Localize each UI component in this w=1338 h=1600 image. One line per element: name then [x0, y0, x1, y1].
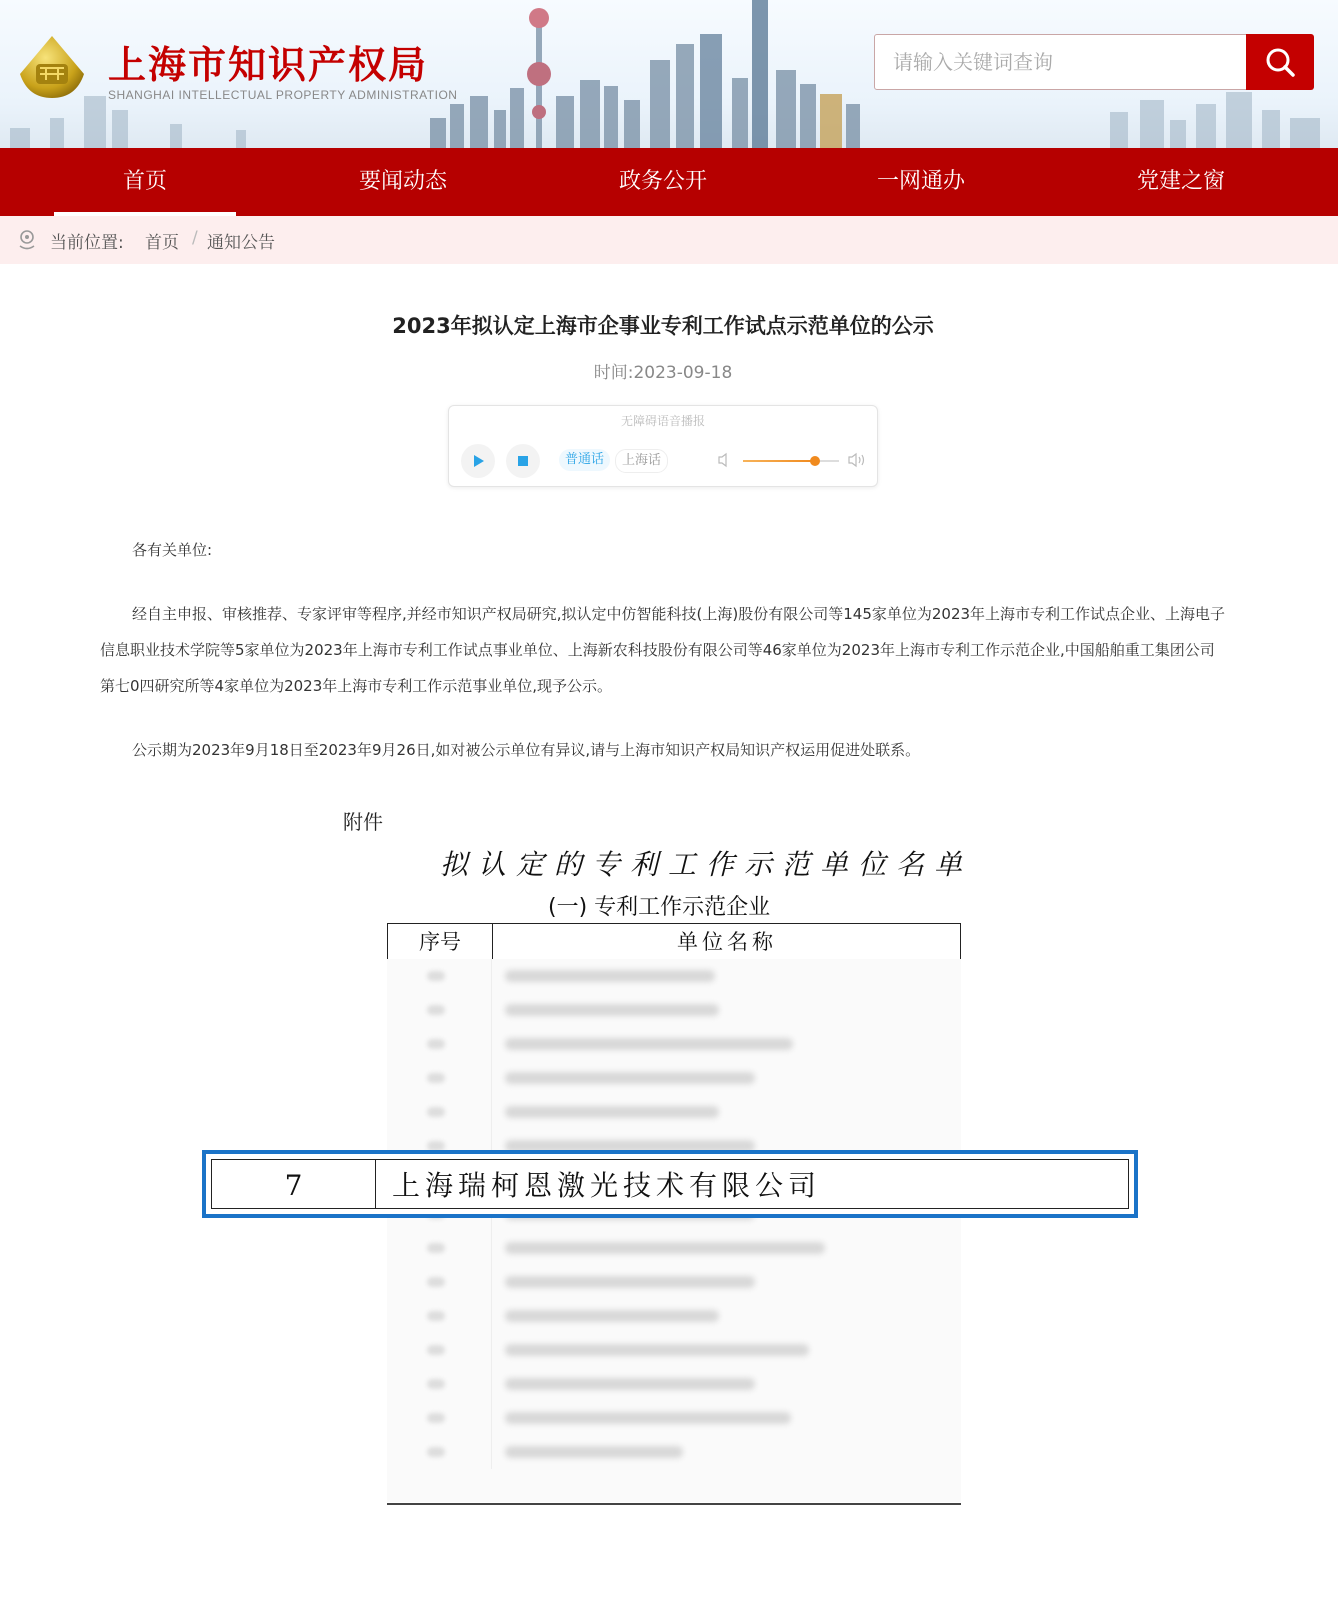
volume-high-icon [847, 452, 867, 468]
breadcrumb-home-link[interactable]: 首页 [145, 233, 179, 253]
table-row [387, 1367, 961, 1401]
attachment-table-header [387, 923, 961, 962]
main-nav [0, 148, 1338, 216]
voice-broadcast-player [448, 405, 878, 487]
body-paragraph-2: 公示期为2023年9月18日至2023年9月26日,如对被公示单位有异议,请与上海市知识产权局知识产权运用促进处联系。 [132, 741, 921, 759]
table-row [387, 1027, 961, 1061]
play-button[interactable] [461, 444, 495, 478]
table-row [387, 959, 961, 993]
body-paragraph-1: 经自主申报、审核推荐、专家评审等程序,并经市知识产权局研究,拟认定中仿智能科技(上海)股份有限公司等145家单位为2023年上海市专利工作试点企业、上海电子信息职业技术学院等5家单位为2023年上海市专利工作试点事业单位、上海新农科技股份有限公司等46家单位为2023年上海市专利工作示范企业,中国船舶重工集团公司第七0四研究所等4家单位为2023年上海市专利工作示范事业单位,现予公示。 [100, 605, 1226, 695]
attachment-label: 附件 [343, 810, 383, 834]
table-row [387, 1265, 961, 1299]
nav-item-news[interactable]: 要闻动态 [358, 169, 447, 194]
volume-slider-fill [743, 460, 815, 462]
search-box [874, 34, 1247, 90]
volume-slider-knob[interactable] [810, 456, 820, 466]
search-input[interactable] [875, 35, 1246, 89]
volume-low-icon [717, 452, 731, 468]
table-row [387, 1061, 961, 1095]
breadcrumb-separator: / [192, 228, 198, 248]
attachment-section-title: (一) 专利工作示范企业 [548, 895, 771, 920]
breadcrumb-notices-link[interactable]: 通知公告 [207, 233, 275, 253]
table-row [387, 1231, 961, 1265]
table-row [387, 1095, 961, 1129]
breadcrumb [0, 216, 1338, 264]
stop-icon [517, 455, 529, 467]
highlighted-row-company-name: 上海瑞柯恩激光技术有限公司 [392, 1169, 822, 1202]
table-row [387, 1299, 961, 1333]
stop-button[interactable] [506, 444, 540, 478]
nav-item-party-building[interactable]: 党建之窗 [1136, 169, 1225, 194]
blurred-table-rows [387, 959, 961, 1502]
nav-item-home[interactable]: 首页 [54, 148, 236, 216]
article-date: 时间:2023-09-18 [593, 363, 733, 383]
site-subtitle: SHANGHAI INTELLECTUAL PROPERTY ADMINISTRATION [108, 88, 458, 102]
site-header [0, 0, 1338, 148]
column-header-name: 单位名称 [677, 930, 777, 954]
article-title: 2023年拟认定上海市企事业专利工作试点示范单位的公示 [392, 314, 934, 338]
highlighted-row-number: 7 [212, 1160, 376, 1208]
greeting-paragraph: 各有关单位: [132, 541, 213, 559]
volume-slider[interactable] [743, 460, 839, 462]
table-bottom-border [387, 1503, 961, 1505]
table-row [387, 1401, 961, 1435]
table-row [387, 1435, 961, 1469]
attachment-title: 拟认定的专利工作示范单位名单 [440, 848, 973, 881]
site-logo-emblem [16, 34, 88, 100]
lang-shanghainese-button[interactable]: 上海话 [615, 449, 668, 473]
column-header-no: 序号 [388, 924, 493, 960]
site-title: 上海市知识产权局 [108, 43, 429, 87]
search-icon [1264, 46, 1296, 78]
location-icon [16, 229, 38, 251]
search-button[interactable] [1246, 34, 1314, 90]
highlighted-table-row [202, 1150, 1138, 1218]
table-row [387, 993, 961, 1027]
nav-item-online-services[interactable]: 一网通办 [876, 169, 965, 194]
breadcrumb-prefix: 当前位置: [50, 233, 124, 253]
player-title: 无障碍语音播报 [620, 414, 705, 428]
nav-item-gov-affairs[interactable]: 政务公开 [618, 169, 707, 194]
table-row [387, 1333, 961, 1367]
play-icon [471, 454, 485, 468]
lang-mandarin-button[interactable]: 普通话 [559, 449, 610, 471]
